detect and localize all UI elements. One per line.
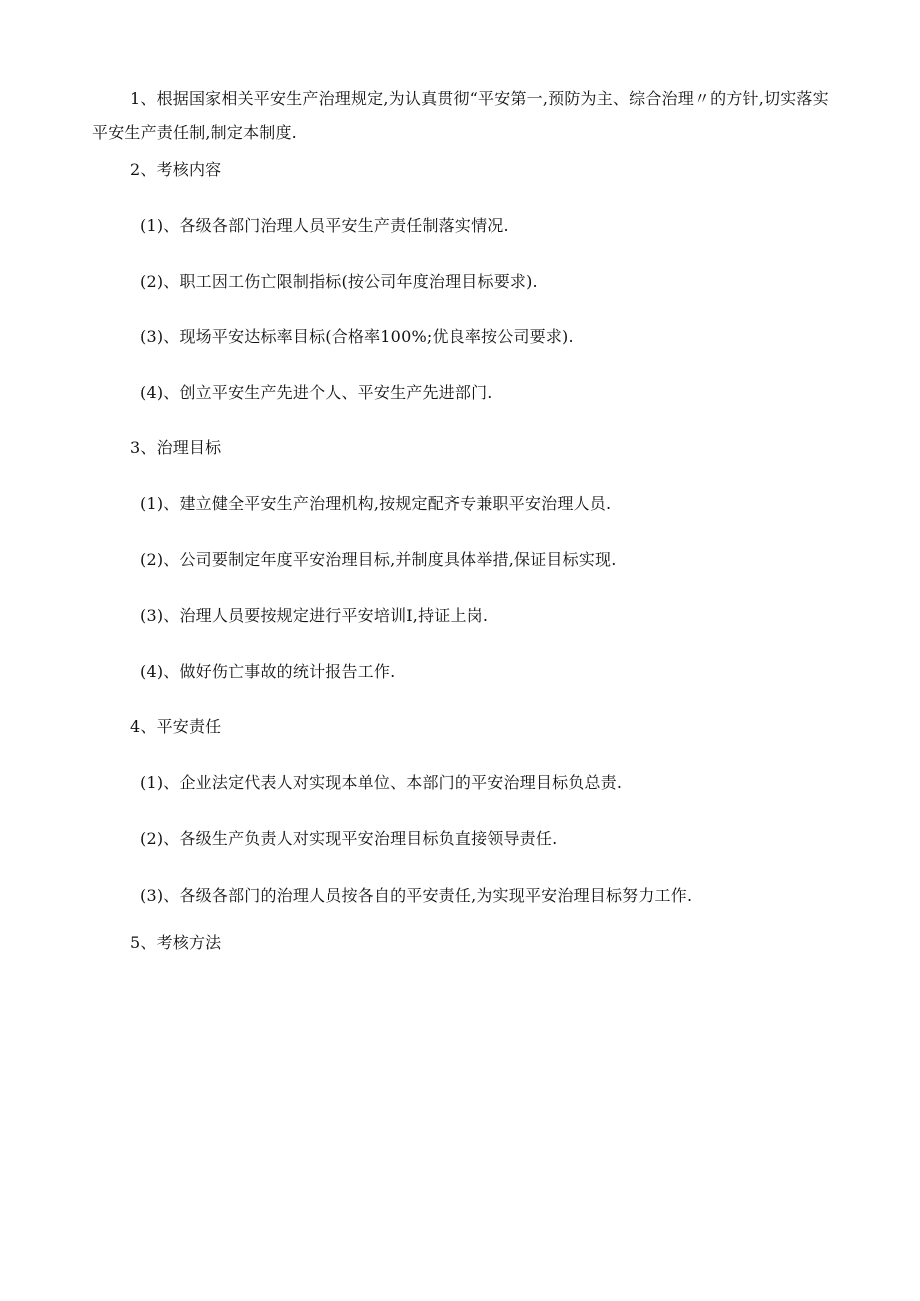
- list-item: (1)、各级各部门治理人员平安生产责任制落实情况.: [140, 216, 509, 235]
- list-item: (4)、做好伤亡事故的统计报告工作.: [140, 662, 396, 681]
- section-heading-assessment-content: 2、考核内容: [130, 160, 222, 179]
- list-item: (1)、建立健全平安生产治理机构,按规定配齐专兼职平安治理人员.: [140, 494, 612, 513]
- list-item: (3)、各级各部门的治理人员按各自的平安责任,为实现平安治理目标努力工作.: [140, 886, 693, 905]
- section-heading-management-goals: 3、治理目标: [130, 438, 222, 457]
- section-heading-assessment-method: 5、考核方法: [130, 933, 222, 952]
- intro-paragraph: 1、根据国家相关平安生产治理规定,为认真贯彻“平安第一,预防为主、综合治理〃的方针,切实落实平安生产责任制,制定本制度.: [92, 89, 829, 142]
- list-item: (4)、创立平安生产先进个人、平安生产先进部门.: [140, 383, 493, 402]
- list-item: (3)、现场平安达标率目标(合格率100%;优良率按公司要求).: [140, 327, 574, 346]
- list-item: (2)、职工因工伤亡限制指标(按公司年度治理目标要求).: [140, 272, 538, 291]
- list-item: (2)、公司要制定年度平安治理目标,并制度具体举措,保证目标实现.: [140, 550, 617, 569]
- section-heading-safety-responsibility: 4、平安责任: [130, 717, 222, 736]
- list-item: (1)、企业法定代表人对实现本单位、本部门的平安治理目标负总责.: [140, 773, 623, 792]
- list-item: (2)、各级生产负责人对实现平安治理目标负直接领导责任.: [140, 829, 558, 848]
- list-item: (3)、治理人员要按规定进行平安培训I,持证上岗.: [140, 606, 489, 625]
